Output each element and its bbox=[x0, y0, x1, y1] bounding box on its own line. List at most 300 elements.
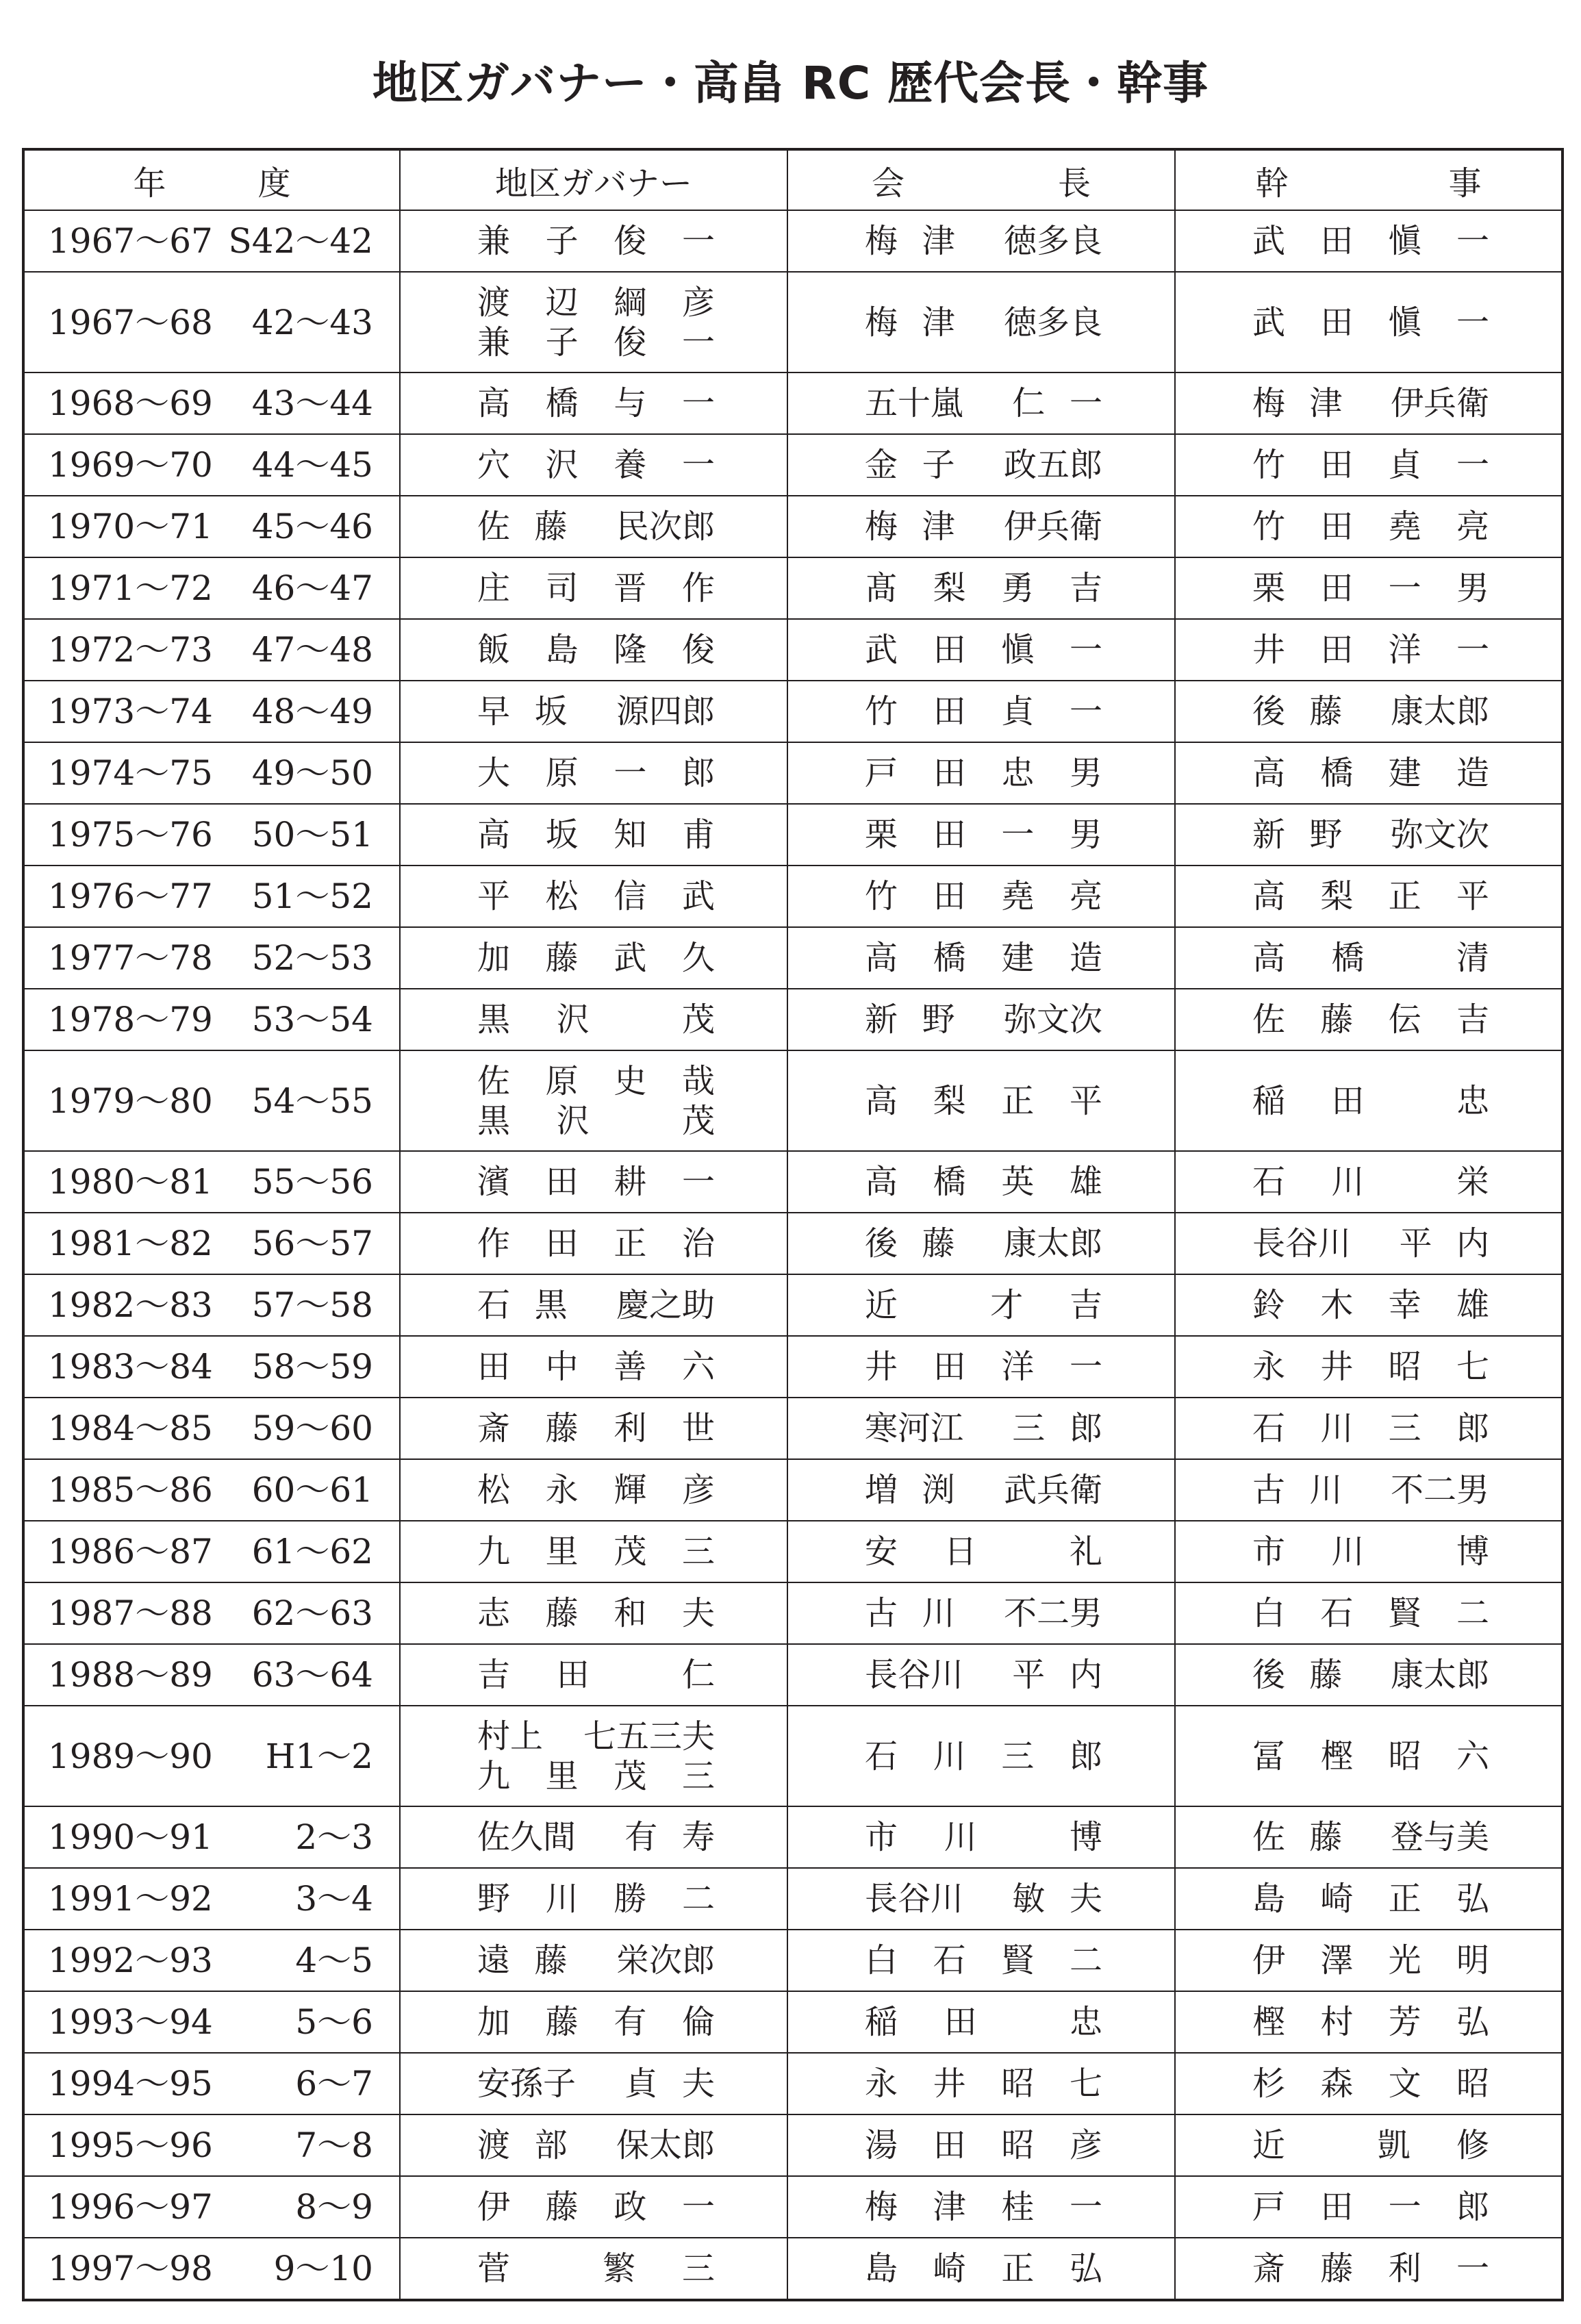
year-range: 1982～83 bbox=[48, 1285, 213, 1325]
name-part: 高 bbox=[1252, 754, 1286, 792]
era-range: 63～64 bbox=[251, 1655, 373, 1695]
name-part: 彦 bbox=[1069, 2126, 1102, 2164]
name-part: 不二男 bbox=[1390, 1471, 1489, 1509]
era-range: 61～62 bbox=[251, 1532, 373, 1571]
secretary-name bbox=[1252, 1081, 1489, 1121]
president-name bbox=[865, 2187, 1102, 2227]
secretary-name bbox=[1252, 1285, 1489, 1325]
name-part: 七五三夫 bbox=[583, 1717, 715, 1756]
secretary-name-wrap bbox=[1176, 383, 1561, 423]
year-range: 1970～71 bbox=[48, 507, 213, 546]
name-part: 井 bbox=[933, 2064, 966, 2103]
president-name-wrap bbox=[788, 1081, 1174, 1121]
president-cell bbox=[787, 372, 1175, 434]
name-part: 幸 bbox=[1388, 1286, 1421, 1324]
name-part: 一 bbox=[1388, 2188, 1421, 2226]
secretary-name bbox=[1252, 1593, 1489, 1633]
president-name-wrap bbox=[788, 1347, 1174, 1387]
header-secretary-char-2: 事 bbox=[1448, 164, 1482, 203]
name-part: 一 bbox=[681, 2188, 715, 2226]
name-part: 文 bbox=[1388, 2064, 1421, 2103]
year-range: 1995～96 bbox=[48, 2125, 213, 2165]
name-part: 隆 bbox=[614, 631, 647, 669]
name-part: 市 bbox=[865, 1818, 898, 1856]
era-range: 48～49 bbox=[251, 692, 373, 731]
table-row bbox=[23, 2114, 1563, 2176]
name-part: 高 bbox=[865, 1163, 898, 1201]
secretary-name-wrap bbox=[1176, 1879, 1561, 1919]
header-year-char-2: 度 bbox=[257, 164, 291, 203]
name-part: 康太郎 bbox=[1390, 692, 1489, 731]
secretary-name bbox=[1252, 1224, 1489, 1263]
year-range: 1988～89 bbox=[48, 1655, 213, 1695]
secretary-cell bbox=[1175, 927, 1563, 989]
president-name bbox=[865, 692, 1102, 731]
governor-names bbox=[401, 1817, 787, 1857]
name-part: 綱 bbox=[614, 283, 647, 322]
secretary-name bbox=[1252, 1736, 1489, 1776]
secretary-name-wrap bbox=[1176, 303, 1561, 342]
governor-cell bbox=[400, 434, 787, 496]
name-part: 寒河江 bbox=[865, 1409, 964, 1448]
secretary-cell bbox=[1175, 372, 1563, 434]
fiscal-year bbox=[25, 815, 399, 855]
name-part: 遠 bbox=[477, 1941, 511, 1980]
secretary-cell bbox=[1175, 1050, 1563, 1151]
governor-names bbox=[401, 1224, 787, 1263]
president-cell bbox=[787, 434, 1175, 496]
table-row bbox=[23, 1336, 1563, 1398]
year-range: 1996～97 bbox=[48, 2187, 213, 2227]
name-part: 光 bbox=[1388, 1941, 1421, 1980]
name-part: 田 bbox=[933, 631, 966, 669]
name-part: 吉 bbox=[1069, 569, 1102, 607]
secretary-cell bbox=[1175, 557, 1563, 619]
name-part: 高 bbox=[477, 384, 511, 422]
table-row bbox=[23, 2053, 1563, 2114]
president-cell bbox=[787, 866, 1175, 927]
secretary-name-wrap bbox=[1176, 692, 1561, 731]
name-part: 三 bbox=[681, 2249, 715, 2288]
president-name-wrap bbox=[788, 507, 1174, 546]
name-part: 近 bbox=[865, 1286, 898, 1324]
year-range: 1990～91 bbox=[48, 1817, 213, 1857]
secretary-name bbox=[1252, 815, 1489, 855]
year-cell bbox=[23, 1336, 400, 1398]
name-part: 男 bbox=[1069, 816, 1102, 854]
president-name bbox=[865, 1409, 1102, 1448]
secretary-name bbox=[1252, 445, 1489, 485]
governor-name bbox=[477, 221, 715, 261]
secretary-cell bbox=[1175, 1706, 1563, 1806]
fiscal-year bbox=[25, 302, 399, 342]
governor-cell bbox=[400, 1336, 787, 1398]
era-range: 45～46 bbox=[251, 507, 373, 546]
name-part: 洋 bbox=[1001, 1348, 1035, 1386]
name-part: 平 bbox=[1012, 1656, 1046, 1694]
name-part: 博 bbox=[1069, 1818, 1102, 1856]
name-part: 康太郎 bbox=[1390, 1656, 1489, 1694]
name-part: 賢 bbox=[1388, 1594, 1421, 1632]
name-part: 敏 bbox=[1012, 1880, 1046, 1918]
secretary-cell bbox=[1175, 742, 1563, 804]
secretary-cell bbox=[1175, 1459, 1563, 1521]
president-cell bbox=[787, 1868, 1175, 1930]
name-part: 田 bbox=[545, 1224, 579, 1263]
fiscal-year bbox=[25, 1081, 399, 1121]
name-part: 中 bbox=[545, 1348, 579, 1386]
table-row bbox=[23, 927, 1563, 989]
name-part: 石 bbox=[477, 1286, 511, 1324]
fiscal-year bbox=[25, 1226, 399, 1261]
governor-name bbox=[477, 323, 715, 362]
president-name-wrap bbox=[788, 1162, 1174, 1202]
name-part: 寿 bbox=[681, 1818, 715, 1856]
name-part: 夫 bbox=[681, 1594, 715, 1632]
name-part: 平 bbox=[477, 877, 511, 915]
name-part: 正 bbox=[614, 1224, 647, 1263]
president-cell bbox=[787, 1582, 1175, 1644]
name-part: 野 bbox=[922, 1000, 955, 1039]
table-row bbox=[23, 1050, 1563, 1151]
name-part: 清 bbox=[1456, 939, 1489, 977]
secretary-cell bbox=[1175, 1336, 1563, 1398]
fiscal-year bbox=[25, 694, 399, 729]
name-part: 利 bbox=[1388, 2249, 1421, 2288]
table-row bbox=[23, 742, 1563, 804]
name-part: 忠 bbox=[1456, 1081, 1489, 1120]
governor-names bbox=[401, 1593, 787, 1633]
year-cell bbox=[23, 1521, 400, 1582]
secretary-cell bbox=[1175, 272, 1563, 372]
secretary-name-wrap bbox=[1176, 1941, 1561, 1980]
name-part: 武 bbox=[614, 939, 647, 977]
name-part: 平 bbox=[1456, 877, 1489, 915]
secretary-name-wrap bbox=[1176, 815, 1561, 855]
name-part: 田 bbox=[1320, 631, 1354, 669]
president-cell bbox=[787, 1930, 1175, 1991]
secretary-name bbox=[1252, 2125, 1489, 2165]
name-part: 洋 bbox=[1388, 631, 1421, 669]
name-part: 伊 bbox=[477, 2188, 511, 2226]
secretary-cell bbox=[1175, 2238, 1563, 2300]
name-part: 津 bbox=[922, 303, 955, 342]
name-part: 一 bbox=[1388, 569, 1421, 607]
secretary-cell bbox=[1175, 434, 1563, 496]
name-part: 二 bbox=[1456, 1594, 1489, 1632]
name-part: 才 bbox=[990, 1286, 1024, 1324]
name-part: 愼 bbox=[1388, 303, 1421, 342]
governor-names bbox=[401, 876, 787, 916]
governor-names bbox=[401, 2249, 787, 2288]
governor-names bbox=[401, 1285, 787, 1325]
secretary-cell bbox=[1175, 1930, 1563, 1991]
name-part: 二 bbox=[1069, 1941, 1102, 1980]
president-cell bbox=[787, 1644, 1175, 1706]
governor-cell bbox=[400, 1151, 787, 1213]
name-part: 原 bbox=[545, 1061, 579, 1100]
name-part: 昭 bbox=[1001, 2064, 1035, 2103]
name-part: 竹 bbox=[865, 877, 898, 915]
name-part: 子 bbox=[545, 323, 579, 362]
name-part: 橋 bbox=[933, 1163, 966, 1201]
secretary-name-wrap bbox=[1176, 1081, 1561, 1121]
name-part: 野 bbox=[477, 1880, 511, 1918]
president-cell bbox=[787, 210, 1175, 272]
president-name bbox=[865, 1817, 1102, 1857]
name-part: 斎 bbox=[477, 1409, 511, 1448]
governor-name bbox=[477, 507, 715, 546]
president-name-wrap bbox=[788, 1285, 1174, 1325]
year-range: 1967～67 bbox=[48, 221, 213, 261]
name-part: 弘 bbox=[1456, 1880, 1489, 1918]
fiscal-year bbox=[25, 1534, 399, 1569]
name-part: 津 bbox=[922, 507, 955, 546]
table-row bbox=[23, 866, 1563, 927]
name-part: 郎 bbox=[1069, 1736, 1102, 1776]
name-part: 新 bbox=[865, 1000, 898, 1039]
year-range: 1980～81 bbox=[48, 1162, 213, 1202]
name-part: 保太郎 bbox=[616, 2126, 715, 2164]
name-part: 貞 bbox=[1388, 446, 1421, 484]
governor-name bbox=[477, 1409, 715, 1448]
name-part: 養 bbox=[614, 446, 647, 484]
name-part: 忠 bbox=[1069, 2003, 1102, 2041]
name-part: 沢 bbox=[545, 446, 579, 484]
governor-cell bbox=[400, 866, 787, 927]
secretary-cell bbox=[1175, 619, 1563, 681]
year-range: 1986～87 bbox=[48, 1532, 213, 1571]
table-row bbox=[23, 1706, 1563, 1806]
fiscal-year bbox=[25, 1002, 399, 1037]
name-part: 平 bbox=[1069, 1081, 1102, 1120]
name-part: 源四郎 bbox=[616, 692, 715, 731]
president-cell bbox=[787, 1151, 1175, 1213]
name-part: 郎 bbox=[1069, 1409, 1102, 1448]
president-name bbox=[865, 221, 1102, 261]
name-part: 建 bbox=[1388, 754, 1421, 792]
name-part: 田 bbox=[545, 1163, 579, 1201]
president-name-wrap bbox=[788, 1224, 1174, 1263]
governor-names bbox=[401, 2125, 787, 2165]
secretary-name bbox=[1252, 753, 1489, 793]
name-part: 内 bbox=[1456, 1224, 1489, 1263]
name-part: 近 bbox=[1252, 2126, 1286, 2164]
name-part: 一 bbox=[681, 1163, 715, 1201]
name-part: 造 bbox=[1069, 939, 1102, 977]
name-part: 明 bbox=[1456, 1941, 1489, 1980]
name-part: 武兵衛 bbox=[1003, 1471, 1102, 1509]
name-part: 森 bbox=[1320, 2064, 1354, 2103]
era-range: 7～8 bbox=[295, 2125, 373, 2165]
secretary-name-wrap bbox=[1176, 2125, 1561, 2165]
year-range: 1989～90 bbox=[48, 1736, 213, 1776]
name-part: 藤 bbox=[1309, 1656, 1343, 1694]
governor-cell bbox=[400, 1706, 787, 1806]
year-cell bbox=[23, 272, 400, 372]
name-part: 正 bbox=[1388, 1880, 1421, 1918]
name-part: 早 bbox=[477, 692, 511, 731]
name-part: 五十嵐 bbox=[865, 384, 964, 422]
secretary-name-wrap bbox=[1176, 1285, 1561, 1325]
era-range: 62～63 bbox=[251, 1593, 373, 1633]
name-part: 藤 bbox=[1320, 1000, 1354, 1039]
president-name bbox=[865, 1000, 1102, 1039]
president-name bbox=[865, 1470, 1102, 1510]
era-range: S42～42 bbox=[228, 221, 373, 261]
name-part: 有 bbox=[614, 2003, 647, 2041]
name-part: 穴 bbox=[477, 446, 511, 484]
name-part: 繁 bbox=[603, 2249, 636, 2288]
secretary-name bbox=[1252, 1655, 1489, 1695]
governor-name bbox=[477, 283, 715, 323]
name-part: 六 bbox=[681, 1348, 715, 1386]
name-part: 和 bbox=[614, 1594, 647, 1632]
name-part: 吉 bbox=[1456, 1000, 1489, 1039]
name-part: 七 bbox=[1456, 1348, 1489, 1386]
governor-name bbox=[477, 692, 715, 731]
governor-cell bbox=[400, 681, 787, 742]
year-range: 1994～95 bbox=[48, 2064, 213, 2104]
president-cell bbox=[787, 272, 1175, 372]
governor-names bbox=[401, 1409, 787, 1448]
name-part: 田 bbox=[1320, 507, 1354, 546]
name-part: 辺 bbox=[545, 283, 579, 322]
name-part: 藤 bbox=[545, 2003, 579, 2041]
era-range: 4～5 bbox=[295, 1941, 373, 1980]
name-part: 田 bbox=[933, 2126, 966, 2164]
year-cell bbox=[23, 804, 400, 866]
name-part: 佐 bbox=[1252, 1000, 1286, 1039]
fiscal-year bbox=[25, 2187, 399, 2227]
name-part: 兼 bbox=[477, 323, 511, 362]
header-secretary-char-1: 幹 bbox=[1255, 164, 1289, 203]
president-name bbox=[865, 303, 1102, 342]
year-cell bbox=[23, 1991, 400, 2053]
governor-names bbox=[401, 1879, 787, 1919]
name-part: 藤 bbox=[545, 2188, 579, 2226]
year-cell bbox=[23, 1274, 400, 1336]
fiscal-year bbox=[25, 2251, 399, 2286]
president-name bbox=[865, 383, 1102, 423]
name-part: 昭 bbox=[1001, 2126, 1035, 2164]
name-part: 治 bbox=[681, 1224, 715, 1263]
name-part: 竹 bbox=[865, 692, 898, 731]
name-part: 仁 bbox=[1012, 384, 1046, 422]
name-part: 子 bbox=[545, 222, 579, 260]
name-part: 永 bbox=[545, 1471, 579, 1509]
president-name-wrap bbox=[788, 2002, 1174, 2042]
president-name-wrap bbox=[788, 1941, 1174, 1980]
era-range: 46～47 bbox=[251, 568, 373, 608]
name-part: 慶之助 bbox=[616, 1286, 715, 1324]
name-part: 後 bbox=[1252, 692, 1286, 731]
name-part: 桂 bbox=[1001, 2188, 1035, 2226]
name-part: 井 bbox=[865, 1348, 898, 1386]
era-range: 49～50 bbox=[251, 753, 373, 793]
secretary-name bbox=[1252, 938, 1489, 978]
year-cell bbox=[23, 927, 400, 989]
year-range: 1971～72 bbox=[48, 568, 213, 608]
name-part: 政五郎 bbox=[1003, 446, 1102, 484]
year-range: 1992～93 bbox=[48, 1941, 213, 1980]
name-part: 石 bbox=[865, 1736, 898, 1776]
name-part: 志 bbox=[477, 1594, 511, 1632]
name-part: 甫 bbox=[681, 816, 715, 854]
secretary-name-wrap bbox=[1176, 1655, 1561, 1695]
table-row bbox=[23, 1582, 1563, 1644]
name-part: 修 bbox=[1456, 2126, 1489, 2164]
year-cell bbox=[23, 1398, 400, 1459]
name-part: 石 bbox=[933, 1941, 966, 1980]
president-name-wrap bbox=[788, 2125, 1174, 2165]
name-part: 古 bbox=[1252, 1471, 1286, 1509]
president-name-wrap bbox=[788, 1409, 1174, 1448]
secretary-name-wrap bbox=[1176, 2187, 1561, 2227]
name-part: 佐 bbox=[477, 1061, 511, 1100]
president-cell bbox=[787, 2238, 1175, 2300]
governor-name bbox=[477, 1532, 715, 1571]
president-name-wrap bbox=[788, 1000, 1174, 1039]
name-part: 栄 bbox=[1456, 1163, 1489, 1201]
fiscal-year bbox=[25, 2064, 399, 2104]
year-cell bbox=[23, 1459, 400, 1521]
name-part: 藤 bbox=[545, 939, 579, 977]
president-cell bbox=[787, 742, 1175, 804]
name-part: 正 bbox=[1388, 877, 1421, 915]
name-part: 吉 bbox=[477, 1656, 511, 1694]
governor-cell bbox=[400, 1213, 787, 1274]
president-cell bbox=[787, 2176, 1175, 2238]
name-part: 与 bbox=[614, 384, 647, 422]
era-range: 47～48 bbox=[251, 630, 373, 670]
governor-cell bbox=[400, 210, 787, 272]
name-part: 渡 bbox=[477, 2126, 511, 2164]
governor-names bbox=[401, 507, 787, 546]
name-part: 梅 bbox=[865, 222, 898, 260]
name-part: 坂 bbox=[545, 816, 579, 854]
year-cell bbox=[23, 1806, 400, 1868]
name-part: 加 bbox=[477, 2003, 511, 2041]
year-range: 1979～80 bbox=[48, 1081, 213, 1121]
governor-names bbox=[401, 1470, 787, 1510]
fiscal-year bbox=[25, 1285, 399, 1325]
fiscal-year bbox=[25, 568, 399, 608]
name-part: 愼 bbox=[1001, 631, 1035, 669]
name-part: 藤 bbox=[545, 1409, 579, 1448]
name-part: 戸 bbox=[865, 754, 898, 792]
name-part: 彦 bbox=[681, 1471, 715, 1509]
name-part: 高 bbox=[1252, 939, 1286, 977]
secretary-name-wrap bbox=[1176, 1817, 1561, 1857]
table-body bbox=[23, 210, 1563, 2300]
era-range: 52～53 bbox=[251, 938, 373, 978]
name-part: 長谷川 bbox=[865, 1880, 964, 1918]
secretary-cell bbox=[1175, 989, 1563, 1050]
president-name bbox=[865, 2125, 1102, 2165]
president-name bbox=[865, 1593, 1102, 1633]
name-part: 黒 bbox=[534, 1286, 568, 1324]
name-part: 弥文次 bbox=[1003, 1000, 1102, 1039]
fiscal-year bbox=[25, 2125, 399, 2165]
governor-cell bbox=[400, 619, 787, 681]
year-cell bbox=[23, 1644, 400, 1706]
name-part: 斎 bbox=[1252, 2249, 1286, 2288]
governor-cell bbox=[400, 1582, 787, 1644]
name-part: 一 bbox=[1456, 631, 1489, 669]
president-name bbox=[865, 938, 1102, 978]
name-part: 一 bbox=[1069, 692, 1102, 731]
